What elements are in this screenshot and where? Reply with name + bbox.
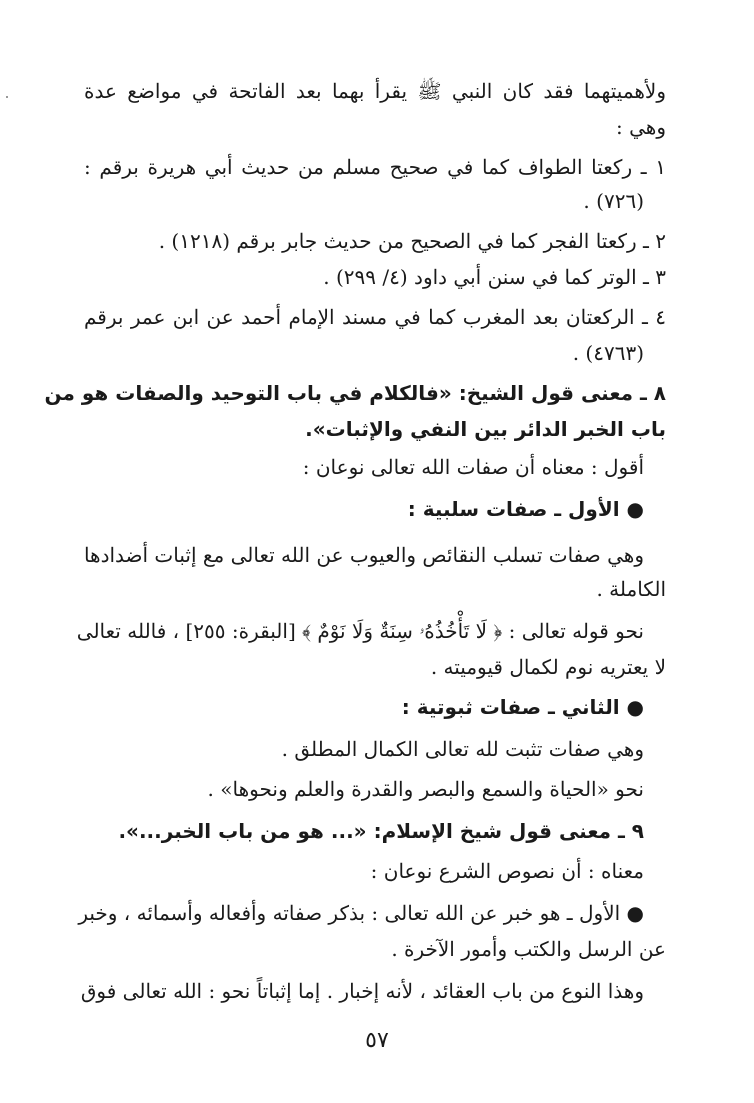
paragraph-line: ● الأول ـ هو خبر عن الله تعالى : بذكر صفاته وأفعاله وأسمائه ، وخبر bbox=[78, 901, 644, 925]
list-item-1-cont: (٧٢٦) . bbox=[583, 189, 644, 213]
margin-mark bbox=[6, 96, 8, 98]
list-item-2: ٢ ـ ركعتا الفجر كما في الصحيح من حديث جابر برقم (١٢١٨) . bbox=[158, 229, 666, 253]
paragraph-line: وهي صفات تثبت لله تعالى الكمال المطلق . bbox=[281, 737, 644, 761]
subheading-affirmative-attributes: ● الثاني ـ صفات ثبوتية : bbox=[401, 695, 644, 719]
paragraph-line: وهذا النوع من باب العقائد ، لأنه إخبار . إما إثباتاً نحو : الله تعالى فوق bbox=[80, 979, 644, 1003]
section-heading-8: ٨ ـ معنى قول الشيخ: «فالكلام في باب التوحيد والصفات هو من bbox=[44, 381, 666, 405]
paragraph-line: ولأهميتهما فقد كان النبي ﷺ يقرأ بهما بعد الفاتحة في مواضع عدة bbox=[84, 79, 666, 103]
page-number: ٥٧ bbox=[365, 1028, 389, 1053]
paragraph-line: عن الرسل والكتب وأمور الآخرة . bbox=[391, 937, 666, 961]
section-heading-8-cont: باب الخبر الدائر بين النفي والإثبات». bbox=[305, 417, 666, 441]
list-item-4: ٤ ـ الركعتان بعد المغرب كما في مسند الإمام أحمد عن ابن عمر برقم bbox=[84, 305, 666, 329]
paragraph-line: لا يعتريه نوم لكمال قيوميته . bbox=[430, 655, 666, 679]
quran-verse-line: نحو قوله تعالى : ﴿ لَا تَأْخُذُهُۥ سِنَةٌ وَلَا نَوْمٌ ﴾ [البقرة: ٢٥٥] ، فالله تعالى bbox=[76, 619, 644, 643]
list-item-3: ٣ ـ الوتر كما في سنن أبي داود (٤/ ٢٩٩) . bbox=[323, 265, 666, 289]
paragraph-line: معناه : أن نصوص الشرع نوعان : bbox=[370, 859, 644, 883]
paragraph-line: وهي : bbox=[616, 115, 666, 139]
paragraph-line: الكاملة . bbox=[596, 577, 666, 601]
subheading-negative-attributes: ● الأول ـ صفات سلبية : bbox=[407, 497, 644, 521]
list-item-4-cont: (٤٧٦٣) . bbox=[572, 341, 644, 365]
paragraph-line: أقول : معناه أن صفات الله تعالى نوعان : bbox=[302, 455, 644, 479]
paragraph-line: نحو «الحياة والسمع والبصر والقدرة والعلم ونحوها» . bbox=[207, 777, 644, 801]
list-item-1: ١ ـ ركعتا الطواف كما في صحيح مسلم من حديث أبي هريرة برقم : bbox=[84, 155, 666, 179]
paragraph-line: وهي صفات تسلب النقائص والعيوب عن الله تعالى مع إثبات أضدادها bbox=[83, 543, 644, 567]
section-heading-9: ٩ ـ معنى قول شيخ الإسلام: «... هو من باب الخبر...». bbox=[118, 819, 644, 843]
